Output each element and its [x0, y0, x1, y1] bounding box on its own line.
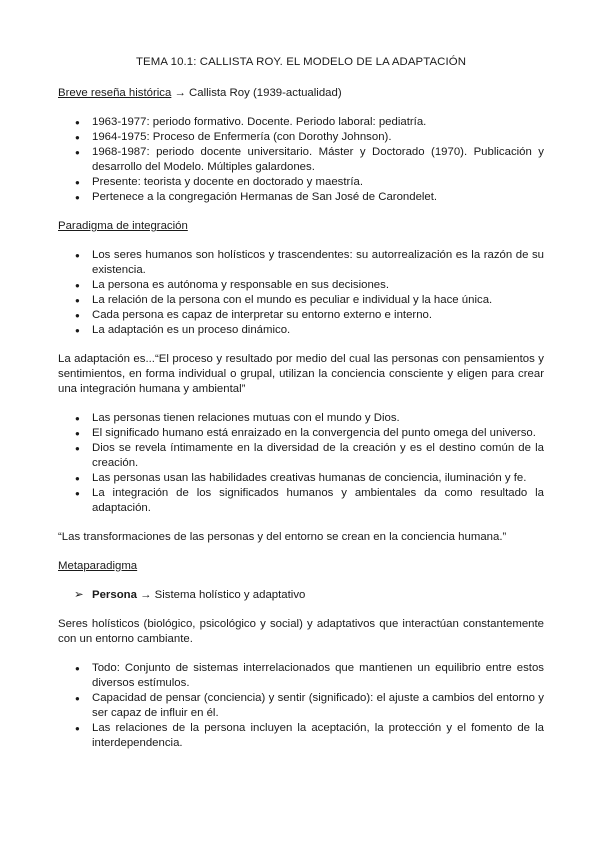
- persona-intro: Seres holísticos (biológico, psicológico y social) y adaptativos que interactúan constantemente con un entorno cambiante.: [58, 618, 544, 645]
- persona-list: [58, 661, 544, 751]
- list-item: ● Todo: Conjunto de sistemas interrelacionados que mantienen un equilibrio entre estos diversos estímulos.: [92, 661, 544, 691]
- heading-history-label: Breve reseña histórica: [58, 87, 172, 99]
- paradigm-list: [58, 248, 544, 338]
- list-item: ● 1968-1987: periodo docente universitario. Máster y Doctorado (1970). Publicación y desarrollo del Modelo. Múltiples galardones.: [92, 145, 544, 175]
- list-item: ● Las personas usan las habilidades creativas humanas de conciencia, iluminación y fe.: [92, 471, 544, 486]
- arrow-bullet-icon: ➢: [74, 589, 84, 601]
- list-item: ● Cada persona es capaz de interpretar su entorno externo e interno.: [92, 308, 544, 323]
- transformation-quote: “Las transformaciones de las personas y del entorno se crean en la conciencia humana.”: [58, 531, 507, 543]
- list-item: ● La persona es autónoma y responsable en sus decisiones.: [92, 278, 544, 293]
- list-item: ● La relación de la persona con el mundo es peculiar e individual y la hace única.: [92, 293, 544, 308]
- list-item: ● Las personas tienen relaciones mutuas con el mundo y Dios.: [92, 411, 544, 426]
- list-item: ● Las relaciones de la persona incluyen la aceptación, la protección y el fomento de la interdependencia.: [92, 721, 544, 751]
- list-item: ● La adaptación es un proceso dinámico.: [92, 323, 544, 338]
- persona-label: Persona: [92, 589, 137, 601]
- list-item: ● Presente: teorista y docente en doctorado y maestría.: [92, 175, 544, 190]
- heading-metaparadigm-label: Metaparadigma: [58, 560, 138, 572]
- list-item: ● 1963-1977: periodo formativo. Docente. Periodo laboral: pediatría.: [92, 115, 544, 130]
- beliefs-list: [58, 411, 544, 516]
- document-title: TEMA 10.1: CALLISTA ROY. EL MODELO DE LA ADAPTACIÓN: [135, 56, 467, 68]
- list-item: ● Los seres humanos son holísticos y trascendentes: su autorrealización es la razón de su existencia.: [92, 248, 544, 278]
- persona-rest: → Sistema holístico y adaptativo: [136, 589, 306, 601]
- history-list: [58, 115, 544, 205]
- section-heading-paradigm: [58, 219, 544, 234]
- list-item: ● 1964-1975: Proceso de Enfermería (con Dorothy Johnson).: [92, 130, 544, 145]
- list-item: ● La integración de los significados humanos y ambientales da como resultado la adaptación.: [92, 486, 544, 516]
- heading-history-rest: → Callista Roy (1939-actualidad): [171, 87, 342, 99]
- section-heading-metaparadigm: [58, 559, 544, 574]
- adaptation-definition: La adaptación es...“El proceso y resultado por medio del cual las personas con pensamientos y sentimientos, en forma individual o grupal, utilizan la conciencia consciente y eligen para crear una integración humana y ambiental”: [58, 353, 544, 395]
- heading-paradigm-label: Paradigma de integración: [58, 220, 188, 232]
- persona-line: [74, 588, 544, 603]
- list-item: ● Capacidad de pensar (conciencia) y sentir (significado): el ajuste a cambios del entorno y ser capaz de influir en él.: [92, 691, 544, 721]
- list-item: ● El significado humano está enraizado en la convergencia del punto omega del universo.: [92, 426, 544, 441]
- section-heading-history: [58, 86, 544, 101]
- list-item: ● Pertenece a la congregación Hermanas de San José de Carondelet.: [92, 190, 544, 205]
- list-item: ● Dios se revela íntimamente en la diversidad de la creación y es el destino común de la creación.: [92, 441, 544, 471]
